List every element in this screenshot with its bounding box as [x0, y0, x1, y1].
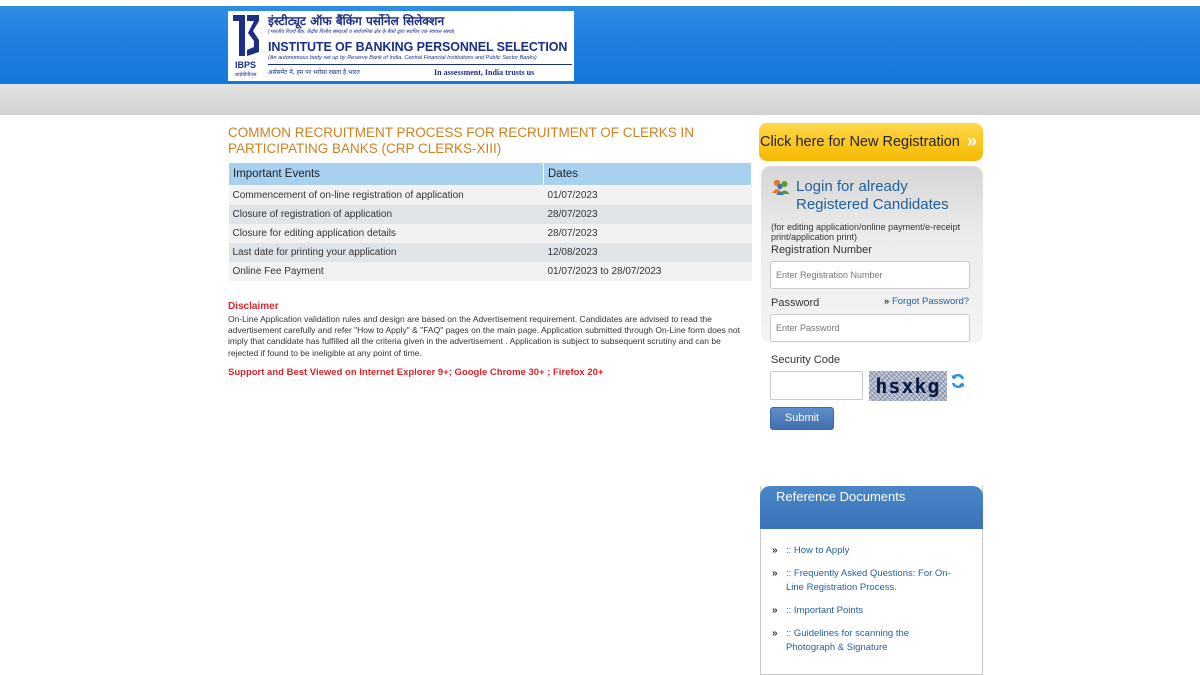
refresh-icon[interactable]: [950, 373, 966, 389]
ibps-mark-text: IBPS: [234, 60, 257, 70]
ibps-logo: [228, 11, 574, 81]
logo-hindi-subtitle: (भारतीय रिज़र्व बैंक, केंद्रीय वित्तीय संस्थाओं व सार्वजनिक क्षेत्र के बैंकों द्वारा स्थापित एक स्वायत्त संस्था): [268, 29, 455, 35]
table-header-row: [229, 163, 752, 186]
table-row: [229, 262, 752, 281]
reference-link-label: :: Frequently Asked Questions: For On-Line Registration Process.: [786, 568, 951, 593]
date-cell: 01/07/2023: [544, 186, 752, 206]
table-row: [229, 205, 752, 224]
submit-button[interactable]: Submit: [770, 407, 834, 430]
double-chevron-right-icon: »: [966, 131, 977, 151]
security-code-label: Security Code: [771, 354, 841, 366]
browser-support-note: Support and Best Viewed on Internet Explorer 9+; Google Chrome 30+ ; Firefox 20+: [228, 367, 604, 378]
logo-hindi-name: इंस्टीट्यूट ऑफ बैंकिंग पर्सोनेल सिलेक्शन: [268, 14, 445, 28]
date-cell: 28/07/2023: [544, 205, 752, 224]
password-input[interactable]: [770, 314, 970, 342]
disclaimer-text: On-Line Application validation rules and design are based on the Advertisement requirement. Candidates are advised to read the advertisement carefully and refer "How to Apply" & "FAQ" pages on the main page. Application submitted through On-Line form does not imply that candidate has fulfilled all the criteria given in the advertisement . Application is subject to subsequent scrutiny and can be rejected if found to be ineligible at any point of time.: [228, 314, 740, 358]
date-cell: 12/08/2023: [544, 243, 752, 262]
event-cell: Online Fee Payment: [229, 262, 544, 281]
event-cell: Closure for editing application details: [229, 224, 544, 243]
logo-english-subtitle: (An autonomous body set up by Reserve Bank of India, Central Financial Institutions and Public Sector Banks): [268, 55, 537, 61]
table-row: [229, 224, 752, 243]
registration-number-label: Registration Number: [771, 244, 872, 256]
login-heading-line1: Login for already: [796, 178, 908, 195]
event-cell: Closure of registration of application: [229, 205, 544, 224]
users-icon: [771, 178, 791, 196]
double-chevron-right-icon: »: [772, 628, 778, 639]
page-title: COMMON RECRUITMENT PROCESS FOR RECRUITMENT OF CLERKS IN PARTICIPATING BANKS (CRP CLERKS-XIII): [228, 125, 695, 156]
nav-strip: [0, 84, 1200, 115]
logo-divider: [268, 64, 572, 65]
security-code-input[interactable]: [770, 371, 863, 400]
new-registration-button[interactable]: [759, 123, 983, 161]
reference-documents-title: Reference Documents: [776, 489, 906, 504]
logo-english-name: INSTITUTE OF BANKING PERSONNEL SELECTION: [268, 40, 568, 54]
forgot-password-label: Forgot Password?: [891, 296, 970, 307]
ibps-mark-hindi: आईबीपीएस: [234, 72, 257, 78]
date-cell: 01/07/2023 to 28/07/2023: [544, 262, 752, 281]
login-heading-line2: Registered Candidates: [796, 196, 949, 213]
date-cell: 28/07/2023: [544, 224, 752, 243]
registration-number-input[interactable]: [770, 261, 970, 289]
double-chevron-right-icon: »: [772, 545, 778, 556]
logo-tagline-english: In assessment, India trusts us: [434, 68, 535, 77]
double-chevron-right-icon: »: [884, 296, 890, 307]
reference-link-label: :: Important Points: [786, 605, 864, 616]
reference-link-label: :: Guidelines for scanning the Photograph & Signature: [786, 628, 910, 653]
event-cell: Commencement of on-line registration of application: [229, 186, 544, 206]
reference-link-label: :: How to Apply: [786, 545, 850, 556]
table-row: [229, 186, 752, 206]
logo-tagline-hindi: असेसमेंट में, हम पर भरोसा रखता है भारत: [268, 69, 360, 76]
login-heading: [796, 178, 949, 214]
table-row: [229, 243, 752, 262]
disclaimer-heading: Disclaimer: [228, 301, 279, 312]
reference-link-photo-guidelines[interactable]: [772, 627, 952, 655]
event-cell: Last date for printing your application: [229, 243, 544, 262]
reference-link-important-points[interactable]: [772, 604, 952, 618]
captcha-image: hsxkg: [869, 371, 947, 401]
header-bar: [0, 0, 1200, 84]
column-header-dates: Dates: [544, 163, 752, 186]
new-registration-label: Click here for New Registration: [760, 134, 960, 150]
double-chevron-right-icon: »: [772, 568, 778, 579]
login-purpose-note: (for editing application/online payment/e-receipt print/application print): [771, 222, 961, 242]
important-events-table: [228, 162, 752, 281]
column-header-events: Important Events: [229, 163, 544, 186]
reference-link-how-to-apply[interactable]: [772, 544, 952, 558]
forgot-password-link[interactable]: [884, 296, 969, 307]
double-chevron-right-icon: »: [772, 605, 778, 616]
reference-link-faq[interactable]: [772, 567, 952, 595]
ibps-emblem-icon: [229, 12, 262, 78]
password-label: Password: [771, 297, 820, 309]
